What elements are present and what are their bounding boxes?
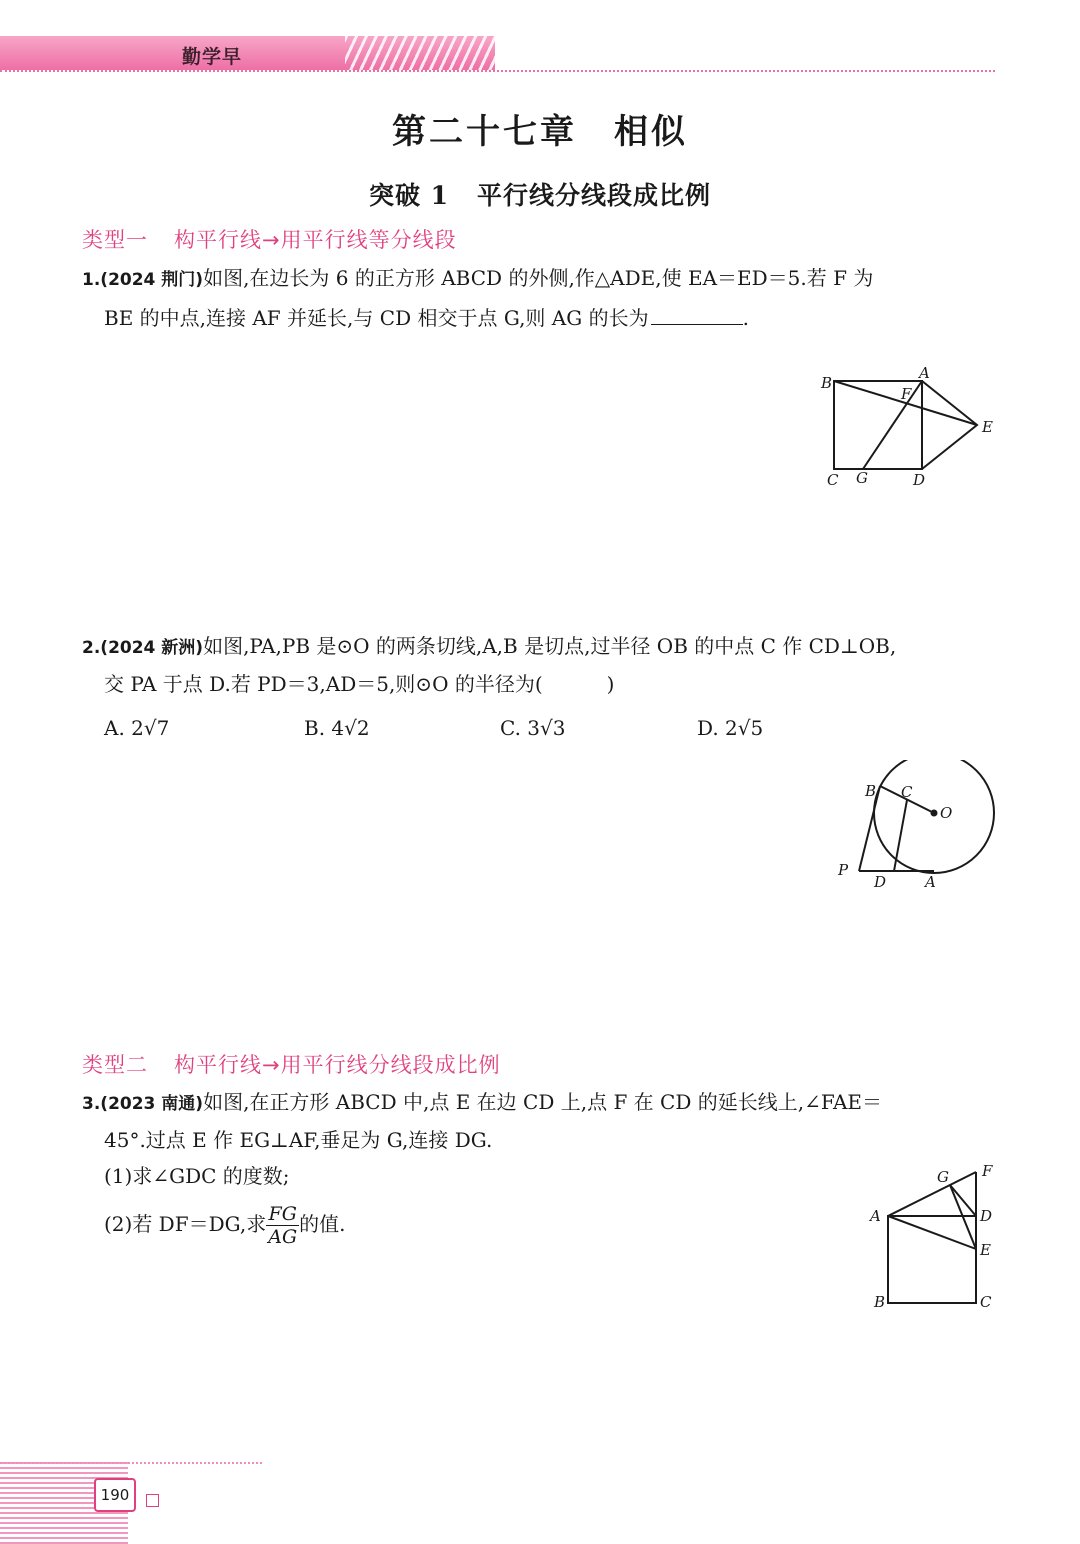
fig3-segment-ae <box>888 1216 976 1249</box>
fig1-segment-ag <box>863 381 922 469</box>
fig1-label-a: A <box>919 364 930 382</box>
fig2-center-dot <box>931 810 938 817</box>
q1-end: . <box>742 306 749 330</box>
q1-source: (2024 荆门) <box>100 270 204 290</box>
q3-line1 <box>82 1090 882 1116</box>
fig1-label-g: G <box>856 469 868 487</box>
fig3-label-e: E <box>980 1241 991 1259</box>
fig1-label-d: D <box>913 471 926 489</box>
figure-2 <box>830 760 1005 895</box>
header-rule <box>0 70 995 72</box>
fig2-label-d: D <box>874 873 887 891</box>
q1-line1 <box>82 266 873 292</box>
fig3-segment-af <box>888 1172 976 1216</box>
q1-line2 <box>104 306 749 330</box>
q3-part2-pre: (2)若 DF＝DG,求 <box>104 1212 267 1236</box>
q2-text-2: 交 PA 于点 D.若 PD＝3,AD＝5,则⊙O 的半径为( <box>104 672 543 696</box>
type2-title: 构平行线→用平行线分线段成比例 <box>174 1053 501 1077</box>
choice-d[interactable]: D. 2√5 <box>697 716 764 740</box>
section-label: 突破 1 <box>368 181 450 210</box>
q3-line2 <box>104 1128 492 1152</box>
type1-label: 类型一 <box>82 228 148 252</box>
choice-c[interactable]: C. 3√3 <box>500 716 566 740</box>
q3-part2-post: 的值. <box>299 1212 346 1236</box>
fraction-numerator: FG <box>266 1203 299 1226</box>
q1-text-2: BE 的中点,连接 AF 并延长,与 CD 相交于点 G,则 AG 的长为 <box>104 306 649 330</box>
fig3-square <box>888 1216 976 1303</box>
fig1-label-b: B <box>821 374 833 392</box>
fig3-label-d: D <box>980 1207 993 1225</box>
square-decoration-icon <box>146 1494 159 1507</box>
choice-a[interactable]: A. 2√7 <box>104 716 170 740</box>
brand-name: 勤学早 <box>182 46 243 68</box>
fraction-denominator: AG <box>268 1226 298 1248</box>
fig2-label-a: A <box>925 873 936 891</box>
fig1-label-f: F <box>901 385 912 403</box>
fig1-label-c: C <box>827 471 839 489</box>
figure-1 <box>815 362 1005 492</box>
fig1-triangle-ade <box>922 381 977 469</box>
q1-number: 1. <box>82 270 101 290</box>
fig2-segment-cd <box>894 800 907 871</box>
q3-text-2: 45°.过点 E 作 EG⊥AF,垂足为 G,连接 DG. <box>104 1128 493 1152</box>
fraction-fg-ag <box>266 1203 299 1248</box>
q3-number: 3. <box>82 1094 101 1114</box>
fig3-label-b: B <box>874 1293 886 1311</box>
chapter-title: 第二十七章 相似 <box>392 112 688 152</box>
q1-text-1: 如图,在边长为 6 的正方形 ABCD 的外侧,作△ADE,使 EA＝ED＝5.若 F 为 <box>203 266 874 290</box>
fig3-label-g: G <box>937 1168 949 1186</box>
page-number: 190 <box>94 1478 136 1512</box>
q3-source: (2023 南通) <box>100 1094 204 1114</box>
figure-3 <box>862 1160 1002 1315</box>
q3-part1 <box>104 1164 290 1188</box>
q2-number: 2. <box>82 638 101 658</box>
type2-heading <box>82 1049 501 1079</box>
section-title <box>0 176 1080 212</box>
section-name: 平行线分线段成比例 <box>477 181 712 210</box>
choice-b[interactable]: B. 4√2 <box>304 716 370 740</box>
fig3-label-f: F <box>982 1162 993 1180</box>
q2-close-paren: ) <box>606 672 615 696</box>
answer-blank[interactable] <box>651 324 743 325</box>
fig1-label-e: E <box>982 418 993 436</box>
q2-line2 <box>104 672 614 696</box>
fig2-label-o: O <box>940 804 953 822</box>
q3-part1-text: (1)求∠GDC 的度数; <box>104 1164 290 1188</box>
q3-part2 <box>104 1202 346 1248</box>
fig2-label-b: B <box>865 782 877 800</box>
footer-rule <box>0 1462 262 1464</box>
q2-source: (2024 新洲) <box>100 638 204 658</box>
q2-line1 <box>82 634 896 660</box>
fig2-label-p: P <box>838 861 849 879</box>
fig3-segment-gd <box>950 1185 976 1216</box>
type2-label: 类型二 <box>82 1053 148 1077</box>
type1-heading <box>82 224 457 254</box>
q2-text-1: 如图,PA,PB 是⊙O 的两条切线,A,B 是切点,过半径 OB 的中点 C 作 CD⊥OB, <box>203 634 897 658</box>
type1-title: 构平行线→用平行线等分线段 <box>174 228 457 252</box>
header-stripes <box>345 36 495 70</box>
fig3-label-c: C <box>980 1293 992 1311</box>
fig2-label-c: C <box>901 783 913 801</box>
q3-text-1: 如图,在正方形 ABCD 中,点 E 在边 CD 上,点 F 在 CD 的延长线上,∠FAE＝ <box>203 1090 883 1114</box>
fig3-label-a: A <box>870 1207 881 1225</box>
